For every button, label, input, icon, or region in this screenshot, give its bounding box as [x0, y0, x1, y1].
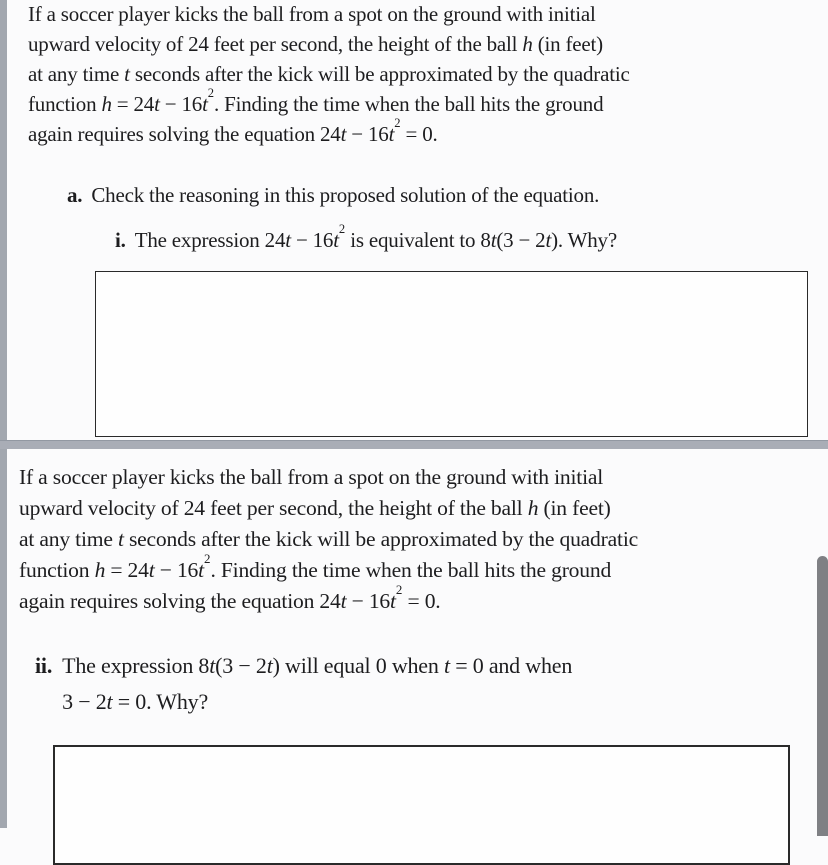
- text-line: The expression 8t(3 − 2t) will equal 0 when t = 0 and when: [62, 653, 573, 678]
- item-i-text: [134, 222, 617, 255]
- list-item-ii: [35, 648, 572, 720]
- text-line: function $h = 24t - 16t^2$. Finding the time when the ball hits the ground: [28, 86, 604, 116]
- answer-box-part-i: [95, 271, 808, 437]
- text-line: 3 − 2t = 0. Why?: [62, 689, 209, 714]
- text-line: upward velocity of 24 feet per second, the height of the ball h (in feet): [19, 496, 611, 520]
- text-line: function $h = 24t - 16t^2$. Finding the time when the ball hits the ground: [19, 550, 612, 582]
- list-item-i: [115, 222, 617, 255]
- text-line: If a soccer player kicks the ball from a spot on the ground with initial: [28, 2, 596, 26]
- section-divider: [0, 440, 828, 449]
- text-line: The expression $24t - 16t^2$ is equivalent to 8t(3 − 2t). Why?: [134, 222, 617, 252]
- text-line: again requires solving the equation $24t - 16t^2 = 0$.: [19, 581, 441, 613]
- problem-statement: [28, 0, 630, 149]
- answer-box-part-ii: [53, 745, 790, 865]
- text-line: If a soccer player kicks the ball from a spot on the ground with initial: [19, 465, 604, 489]
- item-ii-marker: ii.: [35, 653, 53, 678]
- problem-statement-repeat: [19, 462, 638, 617]
- text-line: at any time t seconds after the kick will be approximated by the quadratic: [19, 527, 639, 551]
- item-ii-text: [62, 648, 572, 720]
- text-line: upward velocity of 24 feet per second, the height of the ball h (in feet): [28, 32, 603, 56]
- text-line: again requires solving the equation $24t - 16t^2 = 0$.: [28, 116, 438, 146]
- text-line: at any time t seconds after the kick will be approximated by the quadratic: [28, 62, 630, 86]
- list-item-a: [67, 180, 599, 210]
- item-a-text: [91, 180, 599, 210]
- item-i-marker: i.: [115, 228, 126, 252]
- page-edge-strip: [0, 0, 7, 828]
- item-a-marker: a.: [67, 183, 83, 207]
- text-line: Check the reasoning in this proposed solution of the equation.: [91, 183, 600, 207]
- vertical-scrollbar-thumb[interactable]: [817, 556, 828, 836]
